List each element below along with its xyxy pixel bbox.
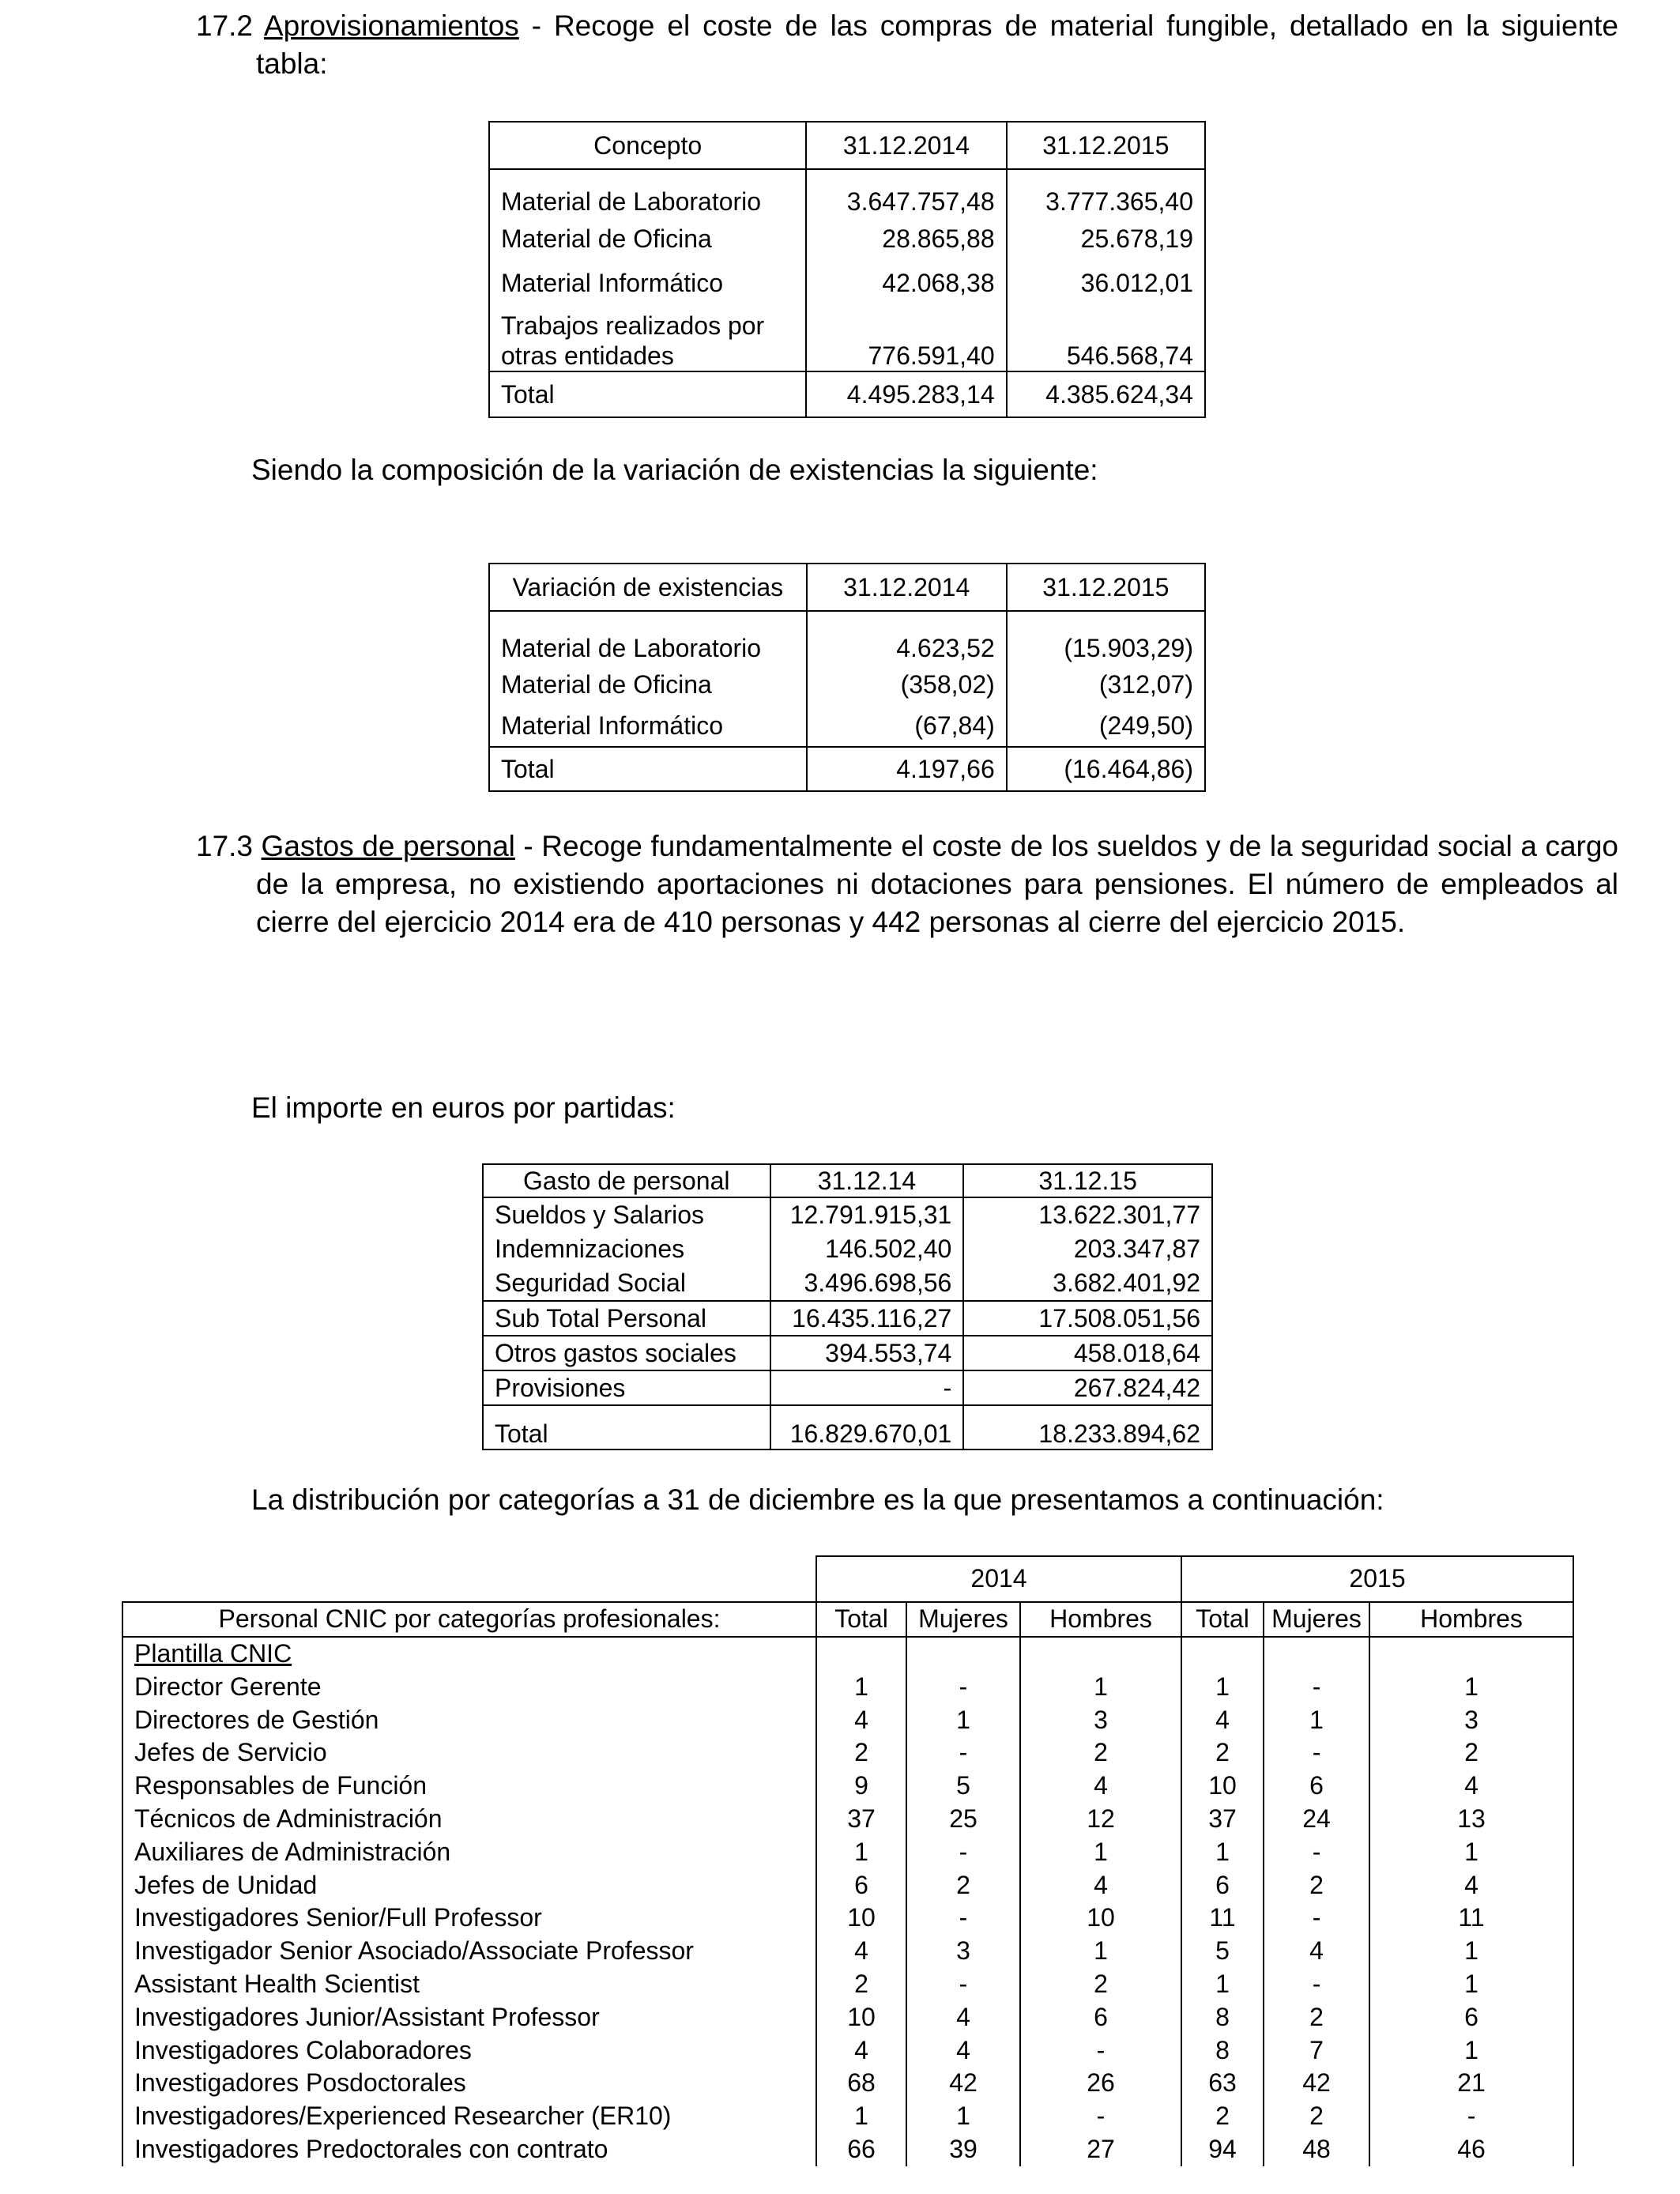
mujeres-2015: - — [1264, 1902, 1369, 1935]
table-header-row — [489, 122, 1205, 169]
mujeres-2015: - — [1264, 1836, 1369, 1869]
mujeres-2014: 4 — [906, 2001, 1020, 2034]
total-2015: 8 — [1181, 2001, 1264, 2034]
row-value-2014: 394.553,74 — [770, 1336, 964, 1370]
table-row — [483, 1197, 1212, 1232]
hombres-2014: 26 — [1020, 2067, 1181, 2100]
total-label: Total — [483, 1405, 770, 1449]
hombres-2014: 4 — [1020, 1770, 1181, 1803]
total-2015: 2 — [1181, 2100, 1264, 2133]
total-2014: 1 — [816, 2100, 906, 2133]
total-2015: 1 — [1181, 1836, 1264, 1869]
row-value-2015: 546.568,74 — [1007, 305, 1205, 371]
row-label: Material de Oficina — [489, 217, 806, 261]
total-2015: 2 — [1181, 1736, 1264, 1770]
row-label: Sub Total Personal — [483, 1301, 770, 1336]
total-2014: 9 — [816, 1770, 906, 1803]
category-name: Investigador Senior Asociado/Associate Professor — [122, 1935, 816, 1968]
header-concepto: Gasto de personal — [483, 1164, 770, 1197]
section-17-3-number: 17.3 — [196, 830, 254, 862]
total-2014: 6 — [816, 1869, 906, 1902]
category-name: Investigadores Predoctorales con contrato — [122, 2133, 816, 2166]
hombres-2014: 6 — [1020, 2001, 1181, 2034]
row-label: Material de Laboratorio — [489, 611, 807, 663]
header-hombres-2015: Hombres — [1369, 1602, 1573, 1637]
total-2014: 1 — [816, 1836, 906, 1869]
category-name: Jefes de Servicio — [122, 1736, 816, 1770]
mujeres-2015: 2 — [1264, 1869, 1369, 1902]
table-header-row — [483, 1164, 1212, 1197]
total-2015: 6 — [1181, 1869, 1264, 1902]
mujeres-2015: 2 — [1264, 2001, 1369, 2034]
header-mujeres-2015: Mujeres — [1264, 1602, 1369, 1637]
hombres-2014: 1 — [1020, 1671, 1181, 1704]
header-hombres-2014: Hombres — [1020, 1602, 1181, 1637]
header-2014: 31.12.14 — [770, 1164, 964, 1197]
total-2014: 68 — [816, 2067, 906, 2100]
table-row — [483, 1266, 1212, 1301]
hombres-2015: 4 — [1369, 1770, 1573, 1803]
table-row — [489, 663, 1205, 706]
category-name: Investigadores Senior/Full Professor — [122, 1902, 816, 1935]
hombres-2015: 1 — [1369, 1671, 1573, 1704]
row-value-2014: 42.068,38 — [806, 261, 1006, 305]
table-row — [489, 169, 1205, 217]
row-label: Material de Laboratorio — [489, 169, 806, 217]
table-row — [122, 2001, 1573, 2034]
total-2014: 37 — [816, 1803, 906, 1836]
table-row — [122, 1935, 1573, 1968]
row-value-2015: 3.682.401,92 — [963, 1266, 1212, 1301]
hombres-2015: 2 — [1369, 1736, 1573, 1770]
total-2014: 10 — [816, 2001, 906, 2034]
row-value-2014: 16.435.116,27 — [770, 1301, 964, 1336]
category-name: Jefes de Unidad — [122, 1869, 816, 1902]
row-label: Indemnizaciones — [483, 1232, 770, 1266]
total-2014: 4 — [816, 2034, 906, 2068]
mujeres-2015: 1 — [1264, 1704, 1369, 1737]
total-2014: 2 — [816, 1736, 906, 1770]
hombres-2015: 1 — [1369, 1968, 1573, 2001]
row-value-2014: 28.865,88 — [806, 217, 1006, 261]
table-total-row — [489, 371, 1205, 417]
table-row — [122, 1803, 1573, 1836]
table-row — [122, 2034, 1573, 2068]
header-concepto: Concepto — [489, 122, 806, 169]
mujeres-2014: 1 — [906, 1704, 1020, 1737]
total-2015: 4.385.624,34 — [1007, 371, 1205, 417]
header-total-2014: Total — [816, 1602, 906, 1637]
hombres-2015: 11 — [1369, 1902, 1573, 1935]
total-2014: 16.829.670,01 — [770, 1405, 964, 1449]
row-value-2015: 3.777.365,40 — [1007, 169, 1205, 217]
hombres-2014: 4 — [1020, 1869, 1181, 1902]
table-row — [122, 1704, 1573, 1737]
mujeres-2015: - — [1264, 1968, 1369, 2001]
row-value-2015: (312,07) — [1007, 663, 1205, 706]
hombres-2015: 46 — [1369, 2133, 1573, 2166]
mujeres-2014: - — [906, 1671, 1020, 1704]
header-2015: 31.12.2015 — [1007, 564, 1205, 611]
year-2014-header: 2014 — [816, 1556, 1181, 1602]
row-value-2015: 13.622.301,77 — [963, 1197, 1212, 1232]
row-label: Otros gastos sociales — [483, 1336, 770, 1370]
mujeres-2014: 2 — [906, 1869, 1020, 1902]
row-value-2015: (15.903,29) — [1007, 611, 1205, 663]
hombres-2014: 2 — [1020, 1736, 1181, 1770]
section-17-2-number: 17.2 — [196, 9, 254, 42]
hombres-2015: 1 — [1369, 1935, 1573, 1968]
row-value-2015: (249,50) — [1007, 706, 1205, 747]
row-value-2015: 36.012,01 — [1007, 261, 1205, 305]
table-row — [122, 1770, 1573, 1803]
row-label: Seguridad Social — [483, 1266, 770, 1301]
row-value-2014: - — [770, 1370, 964, 1405]
total-2014: 4.197,66 — [807, 747, 1007, 791]
header-categoria: Personal CNIC por categorías profesionales: — [122, 1602, 816, 1637]
mujeres-2014: 39 — [906, 2133, 1020, 2166]
total-2015: 37 — [1181, 1803, 1264, 1836]
table-header-row — [489, 564, 1205, 611]
row-value-2015: 267.824,42 — [963, 1370, 1212, 1405]
mujeres-2014: 5 — [906, 1770, 1020, 1803]
row-label: Sueldos y Salarios — [483, 1197, 770, 1232]
hombres-2014: 3 — [1020, 1704, 1181, 1737]
row-label: Material Informático — [489, 261, 806, 305]
category-name: Directores de Gestión — [122, 1704, 816, 1737]
header-2014: 31.12.2014 — [806, 122, 1006, 169]
category-name: Investigadores Junior/Assistant Professor — [122, 2001, 816, 2034]
hombres-2014: 27 — [1020, 2133, 1181, 2166]
hombres-2015: 1 — [1369, 1836, 1573, 1869]
hombres-2015: 1 — [1369, 2034, 1573, 2068]
group-row — [122, 1637, 1573, 1671]
hombres-2015: 3 — [1369, 1704, 1573, 1737]
total-2015: 63 — [1181, 2067, 1264, 2100]
categorias-table — [122, 1555, 1574, 2166]
row-value-2015: 203.347,87 — [963, 1232, 1212, 1266]
row-value-2015: 17.508.051,56 — [963, 1301, 1212, 1336]
table-row — [122, 1968, 1573, 2001]
table-row — [483, 1301, 1212, 1336]
mujeres-2015: 2 — [1264, 2100, 1369, 2133]
category-name: Investigadores Colaboradores — [122, 2034, 816, 2068]
table-total-row — [489, 747, 1205, 791]
total-label: Total — [489, 747, 807, 791]
total-2015: 11 — [1181, 1902, 1264, 1935]
group-label: Plantilla CNIC — [122, 1637, 816, 1671]
header-2015: 31.12.2015 — [1007, 122, 1205, 169]
table-row — [122, 2100, 1573, 2133]
mujeres-2014: 3 — [906, 1935, 1020, 1968]
mujeres-2015: 6 — [1264, 1770, 1369, 1803]
row-value-2015: 458.018,64 — [963, 1336, 1212, 1370]
mujeres-2014: 25 — [906, 1803, 1020, 1836]
header-2014: 31.12.2014 — [807, 564, 1007, 611]
table-row — [483, 1232, 1212, 1266]
table-row — [489, 305, 1205, 371]
row-value-2015: 25.678,19 — [1007, 217, 1205, 261]
hombres-2014: 10 — [1020, 1902, 1181, 1935]
total-2015: 18.233.894,62 — [963, 1405, 1212, 1449]
mujeres-2015: - — [1264, 1736, 1369, 1770]
table-row — [122, 1836, 1573, 1869]
table-row — [489, 217, 1205, 261]
row-label-line2: otras entidades — [501, 341, 674, 370]
total-2014: 2 — [816, 1968, 906, 2001]
section-17-2-text: - Recoge el coste de las compras de material fungible, detallado en la siguiente tabla: — [256, 9, 1618, 80]
mujeres-2014: 42 — [906, 2067, 1020, 2100]
table-total-row — [483, 1405, 1212, 1449]
total-2015: 8 — [1181, 2034, 1264, 2068]
row-label — [489, 305, 806, 371]
category-name: Responsables de Función — [122, 1770, 816, 1803]
table-row — [483, 1370, 1212, 1405]
total-2014: 4 — [816, 1935, 906, 1968]
section-17-2-paragraph — [196, 7, 1618, 83]
row-value-2014: 12.791.915,31 — [770, 1197, 964, 1232]
row-value-2014: 4.623,52 — [807, 611, 1007, 663]
total-2015: 1 — [1181, 1968, 1264, 2001]
header-concepto: Variación de existencias — [489, 564, 807, 611]
category-name: Técnicos de Administración — [122, 1803, 816, 1836]
section-17-3-text: - Recoge fundamentalmente el coste de los sueldos y de la seguridad social a cargo de la empresa, no existiendo aportaciones ni dotaciones para pensiones. El número de empleados al cierre del ejercicio 2014 era de 410 personas y 442 personas al cierre del ejercicio 2015. — [256, 830, 1619, 938]
table-row — [483, 1336, 1212, 1370]
total-label: Total — [489, 371, 806, 417]
table-row — [122, 1671, 1573, 1704]
row-value-2014: (67,84) — [807, 706, 1007, 747]
row-value-2014: (358,02) — [807, 663, 1007, 706]
mujeres-2015: 4 — [1264, 1935, 1369, 1968]
mujeres-2014: - — [906, 1968, 1020, 2001]
mujeres-2015: - — [1264, 1671, 1369, 1704]
distribucion-intro: La distribución por categorías a 31 de diciembre es la que presentamos a continuación: — [251, 1483, 1384, 1516]
table-row — [122, 1869, 1573, 1902]
row-label: Material de Oficina — [489, 663, 807, 706]
hombres-2014: - — [1020, 2034, 1181, 2068]
row-label: Material Informático — [489, 706, 807, 747]
row-value-2014: 3.496.698,56 — [770, 1266, 964, 1301]
gasto-personal-table — [482, 1163, 1213, 1450]
total-2014: 10 — [816, 1902, 906, 1935]
category-name: Assistant Health Scientist — [122, 1968, 816, 2001]
mujeres-2014: - — [906, 1902, 1020, 1935]
hombres-2014: 2 — [1020, 1968, 1181, 2001]
column-header-row — [122, 1602, 1573, 1637]
hombres-2015: 6 — [1369, 2001, 1573, 2034]
hombres-2015: 21 — [1369, 2067, 1573, 2100]
year-2015-header: 2015 — [1181, 1556, 1573, 1602]
total-2015: 1 — [1181, 1671, 1264, 1704]
hombres-2015: - — [1369, 2100, 1573, 2133]
mujeres-2015: 48 — [1264, 2133, 1369, 2166]
mujeres-2015: 7 — [1264, 2034, 1369, 2068]
mujeres-2014: 4 — [906, 2034, 1020, 2068]
header-total-2015: Total — [1181, 1602, 1264, 1637]
category-name: Investigadores/Experienced Researcher (ER10) — [122, 2100, 816, 2133]
mujeres-2014: - — [906, 1836, 1020, 1869]
total-2015: (16.464,86) — [1007, 747, 1205, 791]
row-label: Provisiones — [483, 1370, 770, 1405]
total-2014: 66 — [816, 2133, 906, 2166]
total-2014: 4 — [816, 1704, 906, 1737]
total-2014: 4.495.283,14 — [806, 371, 1006, 417]
hombres-2015: 13 — [1369, 1803, 1573, 1836]
hombres-2014: 1 — [1020, 1836, 1181, 1869]
section-17-2-title: Aprovisionamientos — [263, 9, 519, 42]
table-row — [122, 1736, 1573, 1770]
category-name: Director Gerente — [122, 1671, 816, 1704]
table-row — [122, 2133, 1573, 2166]
mujeres-2015: 42 — [1264, 2067, 1369, 2100]
importe-intro: El importe en euros por partidas: — [251, 1091, 676, 1124]
variacion-intro: Siendo la composición de la variación de existencias la siguiente: — [251, 454, 1098, 486]
table-row — [122, 1902, 1573, 1935]
row-label-line1: Trabajos realizados por — [501, 311, 765, 340]
section-17-3-paragraph — [196, 827, 1618, 941]
hombres-2014: 12 — [1020, 1803, 1181, 1836]
header-2015: 31.12.15 — [963, 1164, 1212, 1197]
category-name: Investigadores Posdoctorales — [122, 2067, 816, 2100]
row-value-2014: 3.647.757,48 — [806, 169, 1006, 217]
variacion-existencias-table — [488, 563, 1206, 792]
hombres-2014: 1 — [1020, 1935, 1181, 1968]
total-2014: 1 — [816, 1671, 906, 1704]
mujeres-2014: - — [906, 1736, 1020, 1770]
table-row — [489, 706, 1205, 747]
mujeres-2014: 1 — [906, 2100, 1020, 2133]
hombres-2015: 4 — [1369, 1869, 1573, 1902]
table-row — [122, 2067, 1573, 2100]
total-2015: 94 — [1181, 2133, 1264, 2166]
category-name: Auxiliares de Administración — [122, 1836, 816, 1869]
hombres-2014: - — [1020, 2100, 1181, 2133]
total-2015: 4 — [1181, 1704, 1264, 1737]
table-row — [489, 261, 1205, 305]
year-header-row — [122, 1556, 1573, 1602]
mujeres-2015: 24 — [1264, 1803, 1369, 1836]
total-2015: 10 — [1181, 1770, 1264, 1803]
section-17-3-title: Gastos de personal — [261, 830, 515, 862]
total-2015: 5 — [1181, 1935, 1264, 1968]
row-value-2014: 146.502,40 — [770, 1232, 964, 1266]
aprovisionamientos-table — [488, 121, 1206, 418]
row-value-2014: 776.591,40 — [806, 305, 1006, 371]
table-row — [489, 611, 1205, 663]
header-mujeres-2014: Mujeres — [906, 1602, 1020, 1637]
